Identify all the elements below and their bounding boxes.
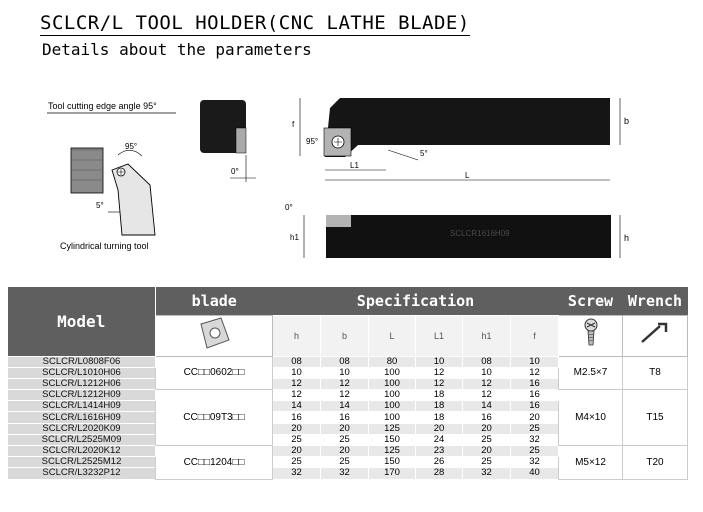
spec-cell-h: 25 [273,457,321,468]
spec-cell-h1: 16 [463,412,511,423]
screw-cell: M4×10 [559,390,623,446]
cutting-edge-angle-label: Tool cutting edge angle 95° [48,101,157,111]
spec-cell-b: 12 [321,378,369,389]
workpiece [71,148,103,193]
spec-cell-h1: 25 [463,434,511,445]
spec-cell-l1: 18 [416,401,463,412]
spec-cell-h1: 08 [463,356,511,367]
spec-cell-l: 125 [369,423,416,434]
angle-95-label-top: 95° [306,137,319,146]
header-model: Model [8,287,156,356]
col-h: h [273,315,321,356]
spec-cell-l: 100 [369,390,416,401]
angle-5-label: 5° [96,201,104,210]
angle-0-label-top: 0° [231,167,239,176]
spec-table [7,287,688,480]
holder-top-view [325,98,610,157]
spec-cell-h: 25 [273,434,321,445]
screw-cell: M2.5×7 [559,356,623,390]
spec-cell-f: 16 [511,390,559,401]
model-cell: SCLCR/L2525M09 [8,434,156,445]
spec-cell-f: 12 [511,367,559,378]
spec-cell-b: 20 [321,423,369,434]
spec-cell-f: 32 [511,434,559,445]
header-screw: Screw [559,287,623,315]
spec-cell-l: 150 [369,434,416,445]
dim-L-label: L [465,171,470,180]
model-cell: SCLCR/L1212H09 [8,390,156,401]
spec-cell-l1: 12 [416,367,463,378]
spec-cell-l1: 10 [416,356,463,367]
blade-cell: CC□□1204□□ [156,446,273,480]
angle-95-label: 95° [125,142,138,151]
spec-cell-b: 20 [321,446,369,457]
blade-cell: CC□□09T3□□ [156,390,273,446]
spec-cell-l: 100 [369,367,416,378]
model-cell: SCLCR/L1414H09 [8,401,156,412]
model-cell: SCLCR/L2525M12 [8,457,156,468]
screw-cell: M5×12 [559,446,623,480]
spec-cell-l: 80 [369,356,416,367]
wrench-cell: T8 [623,356,688,390]
table-row [8,356,688,367]
spec-cell-f: 10 [511,356,559,367]
wrench-cell: T20 [623,446,688,480]
spec-cell-h: 08 [273,356,321,367]
spec-cell-l1: 24 [416,434,463,445]
insert-icon [156,315,273,356]
spec-cell-l: 100 [369,401,416,412]
spec-cell-h1: 32 [463,468,511,479]
spec-cell-b: 14 [321,401,369,412]
dim-h-label: h [624,233,630,243]
model-cell: SCLCR/L2020K12 [8,446,156,457]
cylindrical-turning-label: Cylindrical turning tool [60,241,149,251]
spec-cell-f: 25 [511,423,559,434]
spec-cell-l1: 18 [416,412,463,423]
spec-cell-l1: 12 [416,378,463,389]
spec-cell-h: 12 [273,390,321,401]
spec-cell-f: 16 [511,401,559,412]
page-subtitle: Details about the parameters [42,40,312,59]
wrench-icon [623,315,688,356]
spec-cell-b: 10 [321,367,369,378]
table-row [8,446,688,457]
model-cell: SCLCR/L1212H06 [8,378,156,389]
page-title: SCLCR/L TOOL HOLDER(CNC LATHE BLADE) [40,12,470,34]
dim-b-label: b [624,116,630,126]
spec-cell-b: 08 [321,356,369,367]
spec-cell-l: 100 [369,378,416,389]
model-cell: SCLCR/L0808F06 [8,356,156,367]
holder-engraving: SCLCR1616H09 [450,229,510,238]
spec-cell-l: 150 [369,457,416,468]
spec-cell-l1: 18 [416,390,463,401]
col-b: b [321,315,369,356]
spec-cell-h1: 10 [463,367,511,378]
model-cell: SCLCR/L1616H09 [8,412,156,423]
col-f: f [511,315,559,356]
spec-cell-h: 32 [273,468,321,479]
spec-cell-f: 16 [511,378,559,389]
spec-cell-h: 14 [273,401,321,412]
col-h1: h1 [463,315,511,356]
spec-cell-l1: 26 [416,457,463,468]
spec-cell-h1: 12 [463,390,511,401]
spec-cell-h1: 12 [463,378,511,389]
spec-cell-b: 25 [321,457,369,468]
spec-cell-h: 20 [273,446,321,457]
header-specification: Specification [273,287,559,315]
screw-icon [559,315,623,356]
spec-cell-h1: 20 [463,446,511,457]
spec-cell-f: 20 [511,412,559,423]
angle-0-label-side: 0° [285,203,293,212]
spec-cell-l: 125 [369,446,416,457]
spec-cell-b: 32 [321,468,369,479]
spec-cell-f: 25 [511,446,559,457]
spec-cell-h1: 14 [463,401,511,412]
table-row [8,390,688,401]
angle-5-label-top: 5° [420,149,428,158]
dim-h1-label: h1 [290,233,299,242]
spec-cell-f: 40 [511,468,559,479]
spec-cell-l1: 28 [416,468,463,479]
spec-cell-l1: 23 [416,446,463,457]
spec-cell-f: 32 [511,457,559,468]
spec-cell-h1: 25 [463,457,511,468]
dim-f-label: f [292,120,295,129]
dim-L1-label: L1 [350,161,359,170]
wrench-cell: T15 [623,390,688,446]
spec-cell-l1: 20 [416,423,463,434]
spec-cell-h1: 20 [463,423,511,434]
spec-cell-b: 16 [321,412,369,423]
header-blade: blade [156,287,273,315]
spec-cell-l: 170 [369,468,416,479]
spec-cell-b: 12 [321,390,369,401]
col-L1: L1 [416,315,463,356]
spec-cell-b: 25 [321,434,369,445]
col-L: L [369,315,416,356]
header-wrench: Wrench [623,287,688,315]
spec-cell-h: 16 [273,412,321,423]
tool-diagram [0,60,703,285]
blade-cell: CC□□0602□□ [156,356,273,390]
model-cell: SCLCR/L2020K09 [8,423,156,434]
spec-cell-h: 10 [273,367,321,378]
model-cell: SCLCR/L1010H06 [8,367,156,378]
spec-cell-l: 100 [369,412,416,423]
model-cell: SCLCR/L3232P12 [8,468,156,479]
spec-cell-h: 12 [273,378,321,389]
spec-cell-h: 20 [273,423,321,434]
